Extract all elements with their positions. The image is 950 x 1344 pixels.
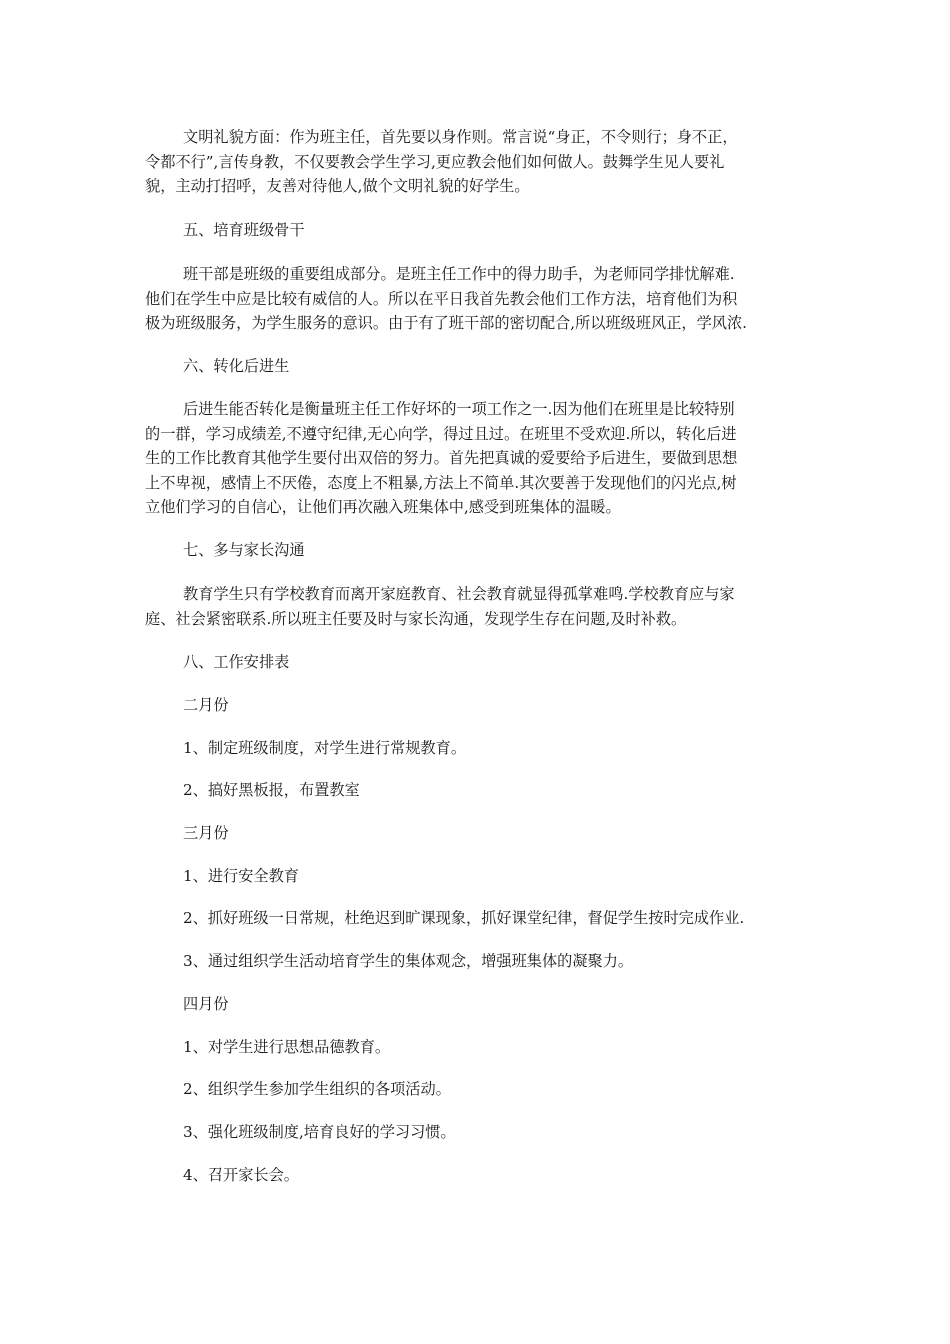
list-item xyxy=(145,1035,810,1060)
section-heading: 五、培育班级骨干 xyxy=(183,221,305,239)
section-heading: 八、工作安排表 xyxy=(183,653,290,671)
paragraph-class-cadres xyxy=(145,262,810,336)
paragraph-underachievers xyxy=(145,397,810,520)
list-item xyxy=(145,1163,810,1188)
text-line: 文明礼貌方面：作为班主任，首先要以身作则。常言说“身正，不令则行；身不正， xyxy=(183,128,738,146)
list-item xyxy=(145,1120,810,1145)
list-item xyxy=(145,906,810,931)
month-heading: 三月份 xyxy=(183,824,229,842)
list-item xyxy=(145,949,810,974)
heading-section-5 xyxy=(145,218,810,243)
text-line: 上不卑视，感情上不厌倦，态度上不粗暴,方法上不简单.其次要善于发现他们的闪光点,树 xyxy=(145,473,737,492)
paragraph-etiquette xyxy=(145,125,810,199)
list-item xyxy=(145,778,810,803)
text-line: 教育学生只有学校教育而离开家庭教育、社会教育就显得孤掌难鸣.学校教育应与家 xyxy=(183,585,735,603)
list-item-text: 2、组织学生参加学生组织的各项活动。 xyxy=(183,1080,451,1098)
list-item-text: 1、进行安全教育 xyxy=(183,867,299,885)
heading-section-7 xyxy=(145,538,810,563)
list-item-text: 3、通过组织学生活动培育学生的集体观念，增强班集体的凝聚力。 xyxy=(183,952,634,970)
heading-section-8 xyxy=(145,650,810,675)
month-february xyxy=(145,693,810,718)
text-line: 令都不行”,言传身教，不仅要教会学生学习,更应教会他们如何做人。鼓舞学生见人要礼 xyxy=(145,152,725,171)
list-item-text: 2、抓好班级一日常规，杜绝迟到旷课现象，抓好课堂纪律，督促学生按时完成作业. xyxy=(183,909,745,927)
month-april xyxy=(145,992,810,1017)
month-march xyxy=(145,821,810,846)
text-line: 后进生能否转化是衡量班主任工作好坏的一项工作之一.因为他们在班里是比较特别 xyxy=(183,400,735,418)
text-line: 生的工作比教育其他学生要付出双倍的努力。首先把真诚的爱要给予后进生，要做到思想 xyxy=(145,449,738,467)
list-item xyxy=(145,736,810,761)
text-line: 庭、社会紧密联系.所以班主任要及时与家长沟通，发现学生存在问题,及时补救。 xyxy=(145,609,687,628)
section-heading: 六、转化后进生 xyxy=(183,357,290,375)
list-item-text: 1、制定班级制度，对学生进行常规教育。 xyxy=(183,739,467,757)
month-heading: 二月份 xyxy=(183,696,229,714)
list-item-text: 3、强化班级制度,培育良好的学习习惯。 xyxy=(183,1123,456,1141)
list-item xyxy=(145,1077,810,1102)
text-line: 班干部是班级的重要组成部分。是班主任工作中的得力助手，为老师同学排忧解难. xyxy=(183,265,735,283)
text-line: 貌，主动打招呼，友善对待他人,做个文明礼貌的好学生。 xyxy=(145,177,530,195)
heading-section-6 xyxy=(145,354,810,379)
section-heading: 七、多与家长沟通 xyxy=(183,541,305,559)
text-line: 立他们学习的自信心，让他们再次融入班集体中,感受到班集体的温暖。 xyxy=(145,498,621,516)
list-item xyxy=(145,864,810,889)
text-line: 他们在学生中应是比较有威信的人。所以在平日我首先教会他们工作方法，培育他们为积 xyxy=(145,289,738,308)
paragraph-parents xyxy=(145,582,810,631)
text-line: 极为班级服务，为学生服务的意识。由于有了班干部的密切配合,所以班级班风正，学风浓. xyxy=(145,314,747,332)
text-line: 的一群，学习成绩差,不遵守纪律,无心向学，得过且过。在班里不受欢迎.所以，转化后进 xyxy=(145,424,737,443)
list-item-text: 4、召开家长会。 xyxy=(183,1166,299,1184)
list-item-text: 1、对学生进行思想品德教育。 xyxy=(183,1038,391,1056)
list-item-text: 2、搞好黑板报，布置教室 xyxy=(183,781,360,799)
month-heading: 四月份 xyxy=(183,995,229,1013)
